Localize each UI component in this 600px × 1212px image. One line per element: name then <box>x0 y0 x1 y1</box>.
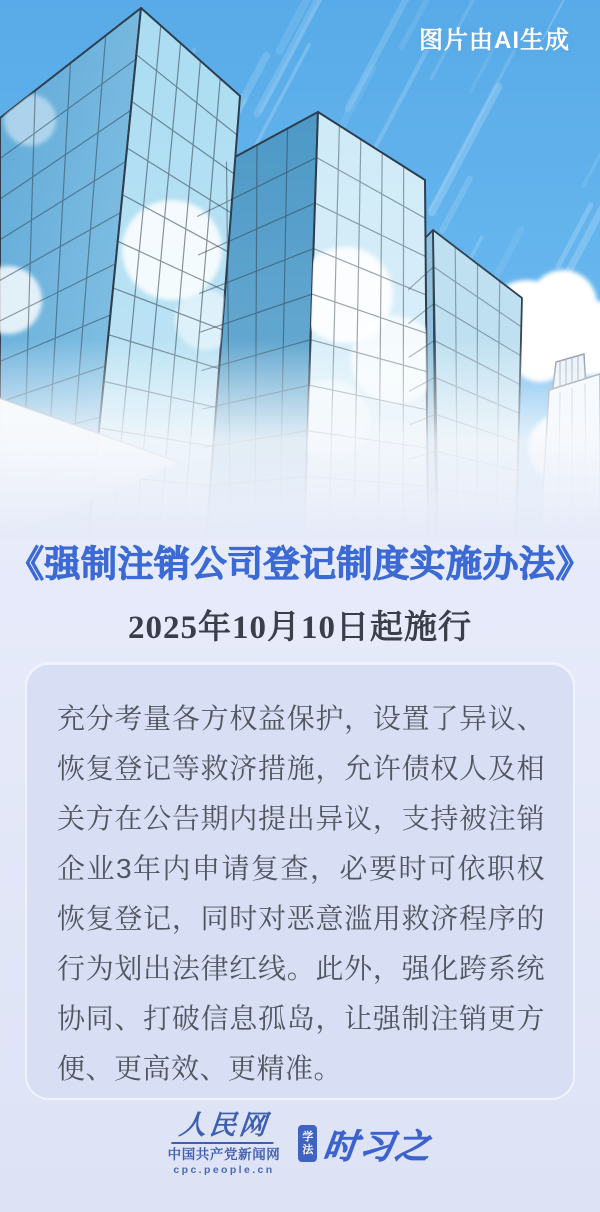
hero-illustration <box>0 0 600 540</box>
peoples-daily-script: 人民网 <box>171 1112 276 1144</box>
page-title: 《强制注销公司登记制度实施办法》 <box>7 543 592 584</box>
card-body-text: 充分考量各方权益保护，设置了异议、恢复登记等救济措施，允许债权人及相关方在公告期内提出异议，支持被注销企业3年内申请复查，必要时可依职权恢复登记，同时对恶意滥用救济程序的行为划出法律红线。此外，强化跨系统协同、打破信息孤岛，让强制注销更方便、更高效、更精准。 <box>57 703 545 1084</box>
info-card <box>25 662 575 1100</box>
cpc-url-label: cpc.people.cn <box>173 1163 275 1176</box>
brand-shixizhi: 时习之 <box>321 1128 435 1166</box>
footer <box>0 1112 600 1175</box>
badge-char-top: 学 <box>302 1131 314 1143</box>
peoples-daily-logo <box>168 1112 281 1175</box>
ai-generated-note: 图片由AI生成 <box>419 27 570 54</box>
shixizhi-logo <box>298 1119 435 1168</box>
xuefa-badge-icon <box>298 1125 317 1162</box>
effective-date: 2025年10月10日起施行 <box>128 610 472 646</box>
cpc-news-label: 中国共产党新闻网 <box>167 1147 281 1162</box>
badge-char-bottom: 法 <box>302 1144 314 1156</box>
